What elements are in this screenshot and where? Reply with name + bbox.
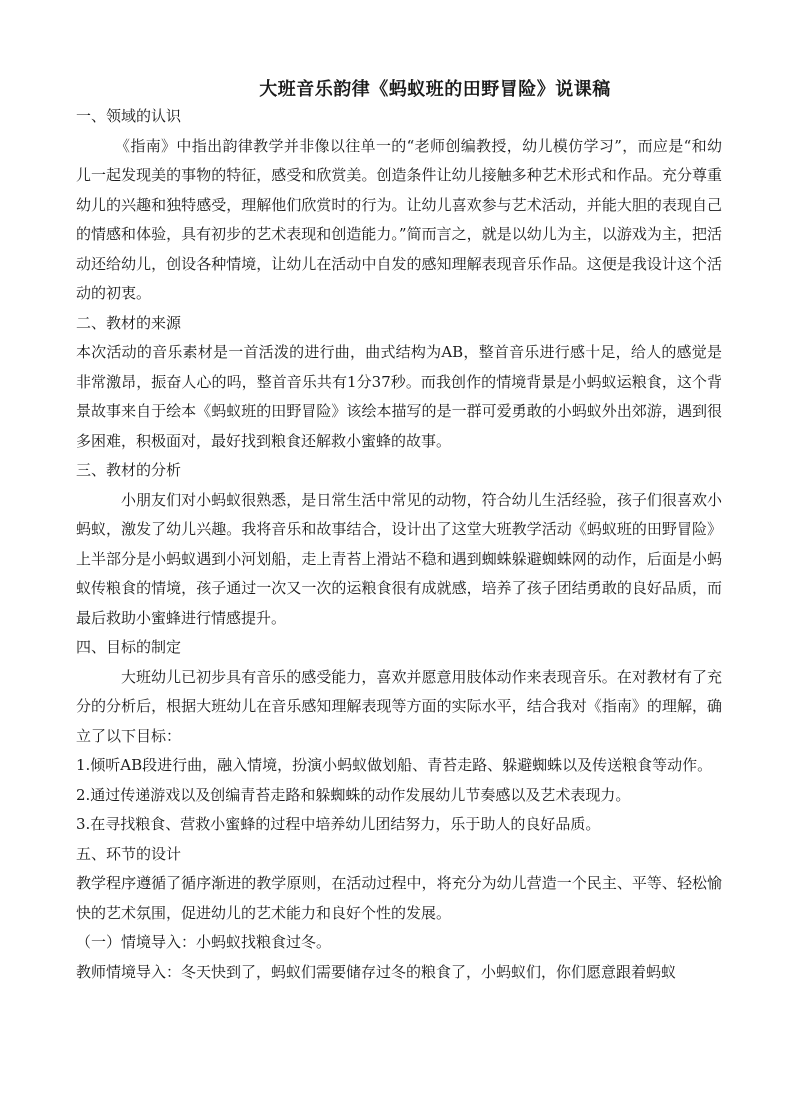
section-heading: 四、目标的制定 [76,638,182,656]
paragraph: 小朋友们对小蚂蚁很熟悉，是日常生活中常见的动物，符合幼儿生活经验，孩子们很喜欢小蚂蚁，激发了幼儿兴趣。我将音乐和故事结合，设计出了这堂大班教学活动《蚂蚁班的田野冒险》上半部分是小蚂蚁遇到小河划船，走上青苔上滑站不稳和遇到蜘蛛躲避蜘蛛网的动作，后面是小蚂蚁传粮食的情境，孩子通过一次又一次的运粮食很有成就感，培养了孩子团结勇敢的良好品质，而最后救助小蜜蜂进行情感提升。 [76,490,722,627]
paragraph: 《指南》中指出韵律教学并非像以往单一的“老师创编教授，幼儿模仿学习”，而应是“和幼儿一起发现美的事物的特征，感受和欣赏美。创造条件让幼儿接触多种艺术形式和作品。充分尊重幼儿的兴趣和独特感受，理解他们欣赏时的行为。让幼儿喜欢参与艺术活动，并能大胆的表现自己的情感和体验，具有初步的艺术表现和创造能力。”简而言之，就是以幼儿为主，以游戏为主，把活动还给幼儿，创设各种情境，让幼儿在活动中自发的感知理解表现音乐作品。这便是我设计这个活动的初衷。 [76,136,722,302]
section-material-source [76,309,722,457]
section-design [76,840,722,988]
section-material-analysis [76,456,722,633]
document-page [76,78,722,987]
paragraph: 教师情境导入：冬天快到了，蚂蚁们需要储存过冬的粮食了，小蚂蚁们，你们愿意跟着蚂蚁 [76,962,677,981]
paragraph: 本次活动的音乐素材是一首活泼的进行曲，曲式结构为AB，整首音乐进行感十足，给人的感觉是非常激昂，振奋人心的吗，整首音乐共有1分37秒。而我创作的情境背景是小蚂蚁运粮食，这个背景故事来自于绘本《蚂蚁班的田野冒险》该绘本描写的是一群可爱勇敢的小蚂蚁外出郊游，遇到很多困难，积极面对，最好找到粮食还解救小蜜蜂的故事。 [76,343,722,450]
section-domain [76,102,722,309]
goal-item: 3.在寻找粮食、营救小蜜蜂的过程中培养幼儿团结努力，乐于助人的良好品质。 [76,815,601,833]
document-title: 大班音乐韵律《蚂蚁班的田野冒险》说课稿 [259,79,611,100]
paragraph: 大班幼儿已初步具有音乐的感受能力，喜欢并愿意用肢体动作来表现音乐。在对教材有了充分的分析后，根据大班幼儿在音乐感知理解表现等方面的实际水平，结合我对《指南》的理解，确立了以下目标： [76,667,722,745]
goal-item: 1.倾听AB段进行曲，融入情境，扮演小蚂蚁做划船、青苔走路、躲避蜘蛛以及传送粮食等动作。 [76,756,713,774]
section-heading: 三、教材的分析 [76,461,182,479]
sub-heading: （一）情境导入：小蚂蚁找粮食过冬。 [76,933,332,951]
goal-item: 2.通过传递游戏以及创编青苔走路和躲蜘蛛的动作发展幼儿节奏感以及艺术表现力。 [76,785,631,804]
section-heading: 五、环节的设计 [76,844,182,863]
paragraph: 教学程序遵循了循序渐进的教学原则，在活动过程中，将充分为幼儿营造一个民主、平等、轻松愉快的艺术氛围，促进幼儿的艺术能力和良好个性的发展。 [76,874,722,922]
section-goals [76,633,722,840]
section-heading: 二、教材的来源 [76,313,182,332]
section-heading: 一、领域的认识 [76,107,182,125]
